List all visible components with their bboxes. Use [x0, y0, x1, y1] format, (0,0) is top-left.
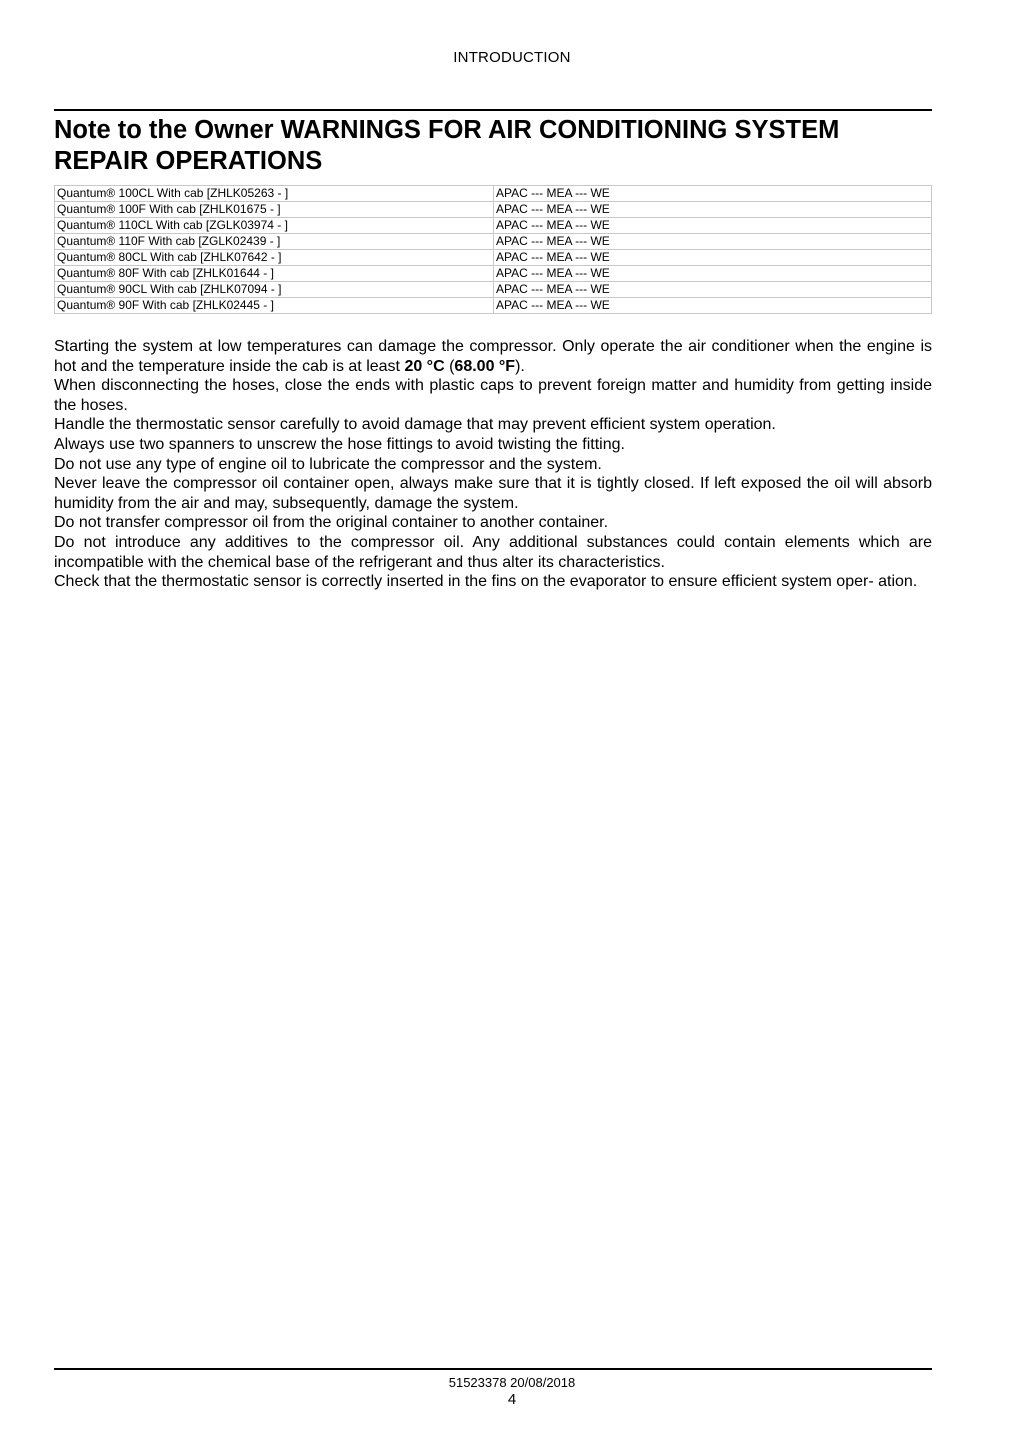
region-cell: APAC --- MEA --- WE — [494, 186, 932, 202]
table-row — [55, 250, 932, 266]
model-cell: Quantum® 110CL With cab [ZGLK03974 - ] — [55, 218, 494, 234]
model-cell: Quantum® 100CL With cab [ZHLK05263 - ] — [55, 186, 494, 202]
table-row — [55, 266, 932, 282]
running-header: INTRODUCTION — [453, 49, 571, 66]
model-cell: Quantum® 90F With cab [ZHLK02445 - ] — [55, 298, 494, 314]
model-applicability-table — [54, 185, 932, 314]
warning-transfer-oil: Do not transfer compressor oil from the original container to another container. — [54, 514, 609, 532]
warning-low-temperature — [54, 337, 932, 376]
warning-sensor-fins: Check that the thermostatic sensor is correctly inserted in the fins on the evaporator to ensure efficient system oper- ation. — [54, 573, 918, 591]
region-cell: APAC --- MEA --- WE — [494, 282, 932, 298]
footer-divider — [54, 1368, 932, 1370]
region-cell: APAC --- MEA --- WE — [494, 234, 932, 250]
model-cell: Quantum® 110F With cab [ZGLK02439 - ] — [55, 234, 494, 250]
warning-additives: Do not introduce any additives to the compressor oil. Any additional substances could contain elements which are incompatible with the chemical base of the refrigerant and thus alter its characteristics. — [54, 533, 932, 571]
model-cell: Quantum® 80CL With cab [ZHLK07642 - ] — [55, 250, 494, 266]
warning-oil-container: Never leave the compressor oil container open, always make sure that it is tightly closed. If left exposed the oil will absorb humidity from the air and may, subsequently, damage the system. — [54, 475, 932, 512]
table-row — [55, 218, 932, 234]
model-cell: Quantum® 80F With cab [ZHLK01644 - ] — [55, 266, 494, 282]
table-row — [55, 234, 932, 250]
warning-thermostatic-sensor: Handle the thermostatic sensor carefully to avoid damage that may prevent efficient system operation. — [54, 416, 776, 434]
paren-open: ( — [444, 357, 455, 375]
temperature-fahrenheit: 68.00 °F — [454, 357, 516, 375]
warning-hoses: When disconnecting the hoses, close the ends with plastic caps to prevent foreign matter and humidity from getting inside the hoses. — [54, 377, 932, 414]
warning-text: Starting the system at low temperatures can damage the compressor. Only operate the air conditioner when the engine is hot and the temperature inside the cab is at least — [54, 338, 932, 375]
page-number: 4 — [507, 1391, 517, 1408]
warning-spanners: Always use two spanners to unscrew the hose fittings to avoid twisting the fitting. — [54, 435, 625, 453]
table-row — [55, 282, 932, 298]
model-cell: Quantum® 90CL With cab [ZHLK07094 - ] — [55, 282, 494, 298]
warnings-body — [54, 337, 932, 592]
region-cell: APAC --- MEA --- WE — [494, 202, 932, 218]
region-cell: APAC --- MEA --- WE — [494, 218, 932, 234]
paren-close: ). — [515, 357, 525, 375]
page-title: Note to the Owner WARNINGS FOR AIR CONDITIONING SYSTEM REPAIR OPERATIONS — [54, 116, 840, 175]
region-cell: APAC --- MEA --- WE — [494, 250, 932, 266]
region-cell: APAC --- MEA --- WE — [494, 298, 932, 314]
table-row — [55, 186, 932, 202]
header-divider — [54, 109, 932, 111]
table-row — [55, 202, 932, 218]
region-cell: APAC --- MEA --- WE — [494, 266, 932, 282]
table-row — [55, 298, 932, 314]
model-cell: Quantum® 100F With cab [ZHLK01675 - ] — [55, 202, 494, 218]
warning-engine-oil: Do not use any type of engine oil to lubricate the compressor and the system. — [54, 455, 602, 473]
footer-document-reference: 51523378 20/08/2018 — [448, 1375, 576, 1390]
temperature-celsius: 20 °C — [404, 357, 445, 375]
